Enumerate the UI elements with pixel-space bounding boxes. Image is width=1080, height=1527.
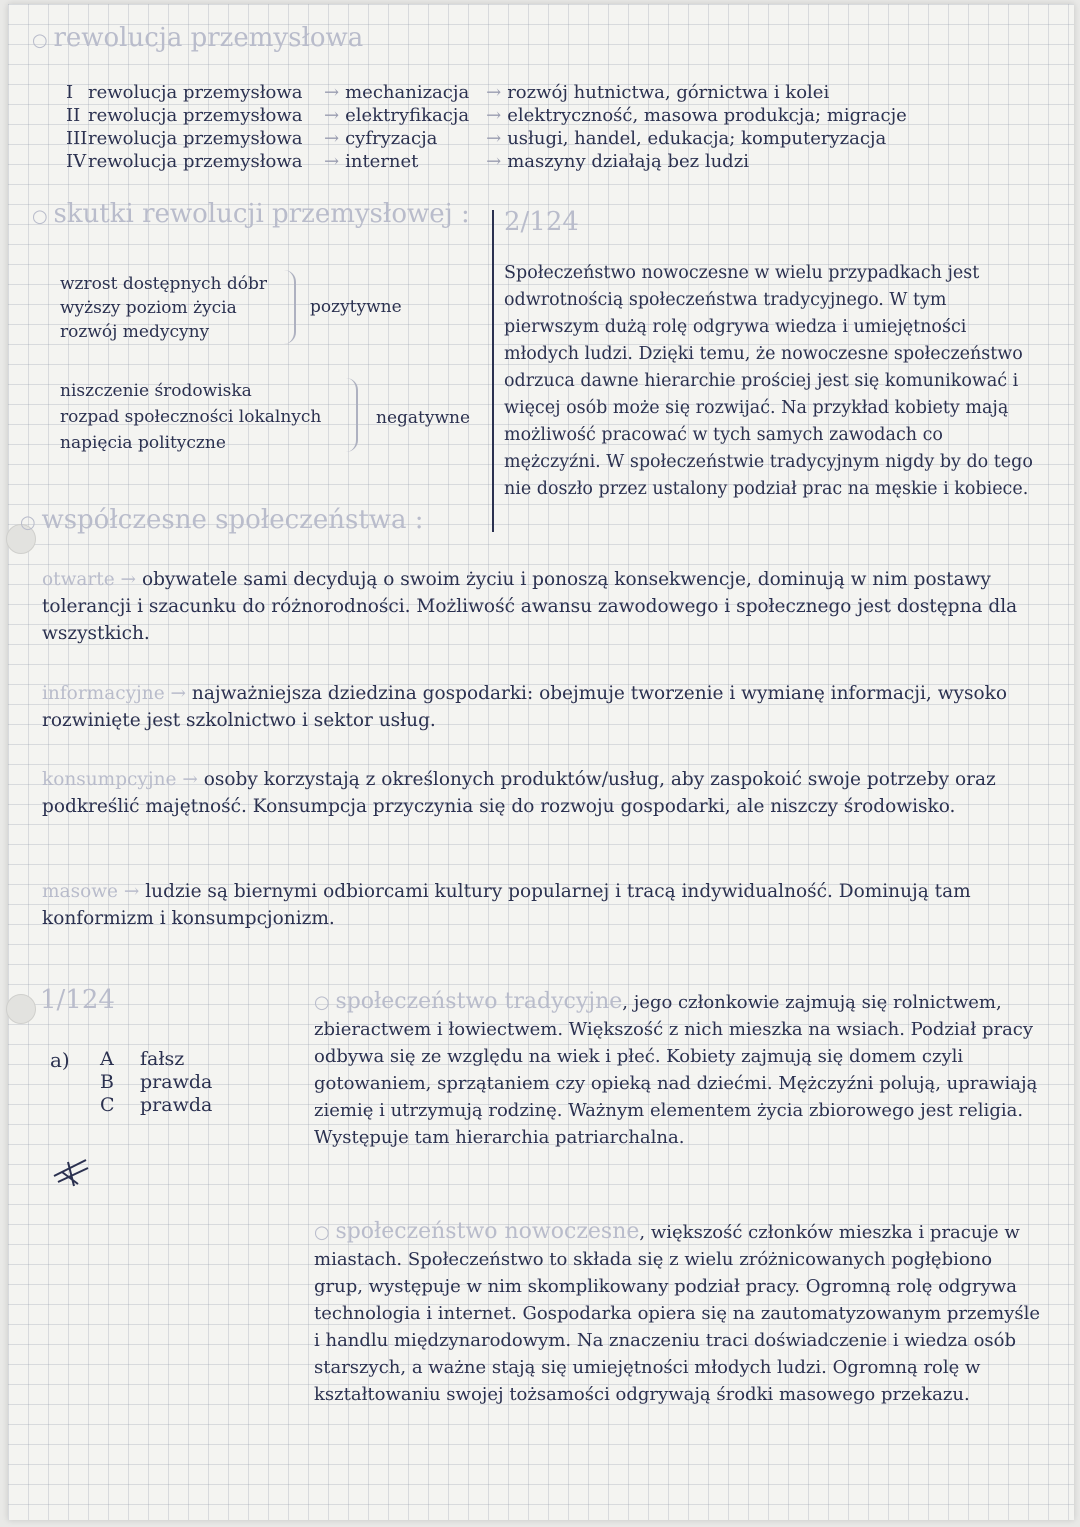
type-open: otwarte → obywatele sami decydują o swoim życiu i ponoszą konsekwencje, dominują w nim postawy tolerancji i szacunku do różnorodności. Możliwość awansu zawodowego i społecznego jest dostępna dla wszystkich. — [42, 569, 1018, 644]
exercise-1-part: a) — [50, 1048, 70, 1072]
type-mass: masowe → ludzie są biernymi odbiorcami kultury popularnej i tracą indywidualność. Dominują tam konformizm i konsumpcjonizm. — [42, 881, 971, 929]
divider-line — [492, 210, 494, 532]
heading-effects: ○ skutki rewolucji przemysłowej : — [32, 199, 470, 229]
exercise-2-text: Społeczeństwo nowoczesne w wielu przypadkach jest odwrotnością społeczeństwa tradycyjnego. W tym pierwszym dużą rolę odgrywa wiedza i umiejętności młodych ludzi. Dzięki temu, że nowoczesne społeczeństwo odrzuca dawne hierarchie prościej jest się komunikować i więcej osób może się rozwijać. Na przykład kobiety mają możliwość pracować w tych samych zawodach co mężczyźni. W społeczeństwie tradycyjnym nigdy by do tego nie doszło przez ustalony podział prac na męskie i kobiece. — [504, 263, 1033, 499]
positive-label: pozytywne — [310, 297, 402, 317]
type-information: informacyjne → najważniejsza dziedzina gospodarki: obejmuje tworzenie i wymianę informacji, wysoko rozwinięte jest szkolnictwo i sektor usług. — [42, 683, 1007, 731]
traditional-society: ○ społeczeństwo tradycyjne, jego członkowie zajmują się rolnictwem, zbieractwem i łowiectwem. Większość z nich mieszka na wsiach. Podział pracy odbywa się ze względu na wiek i płeć. Kobiety zajmują się domem czyli gotowaniem, sprzątaniem czy opieką nad dziećmi. Mężczyźni polują, uprawiają ziemię i utrzymują rodzinę. Ważnym elementem życia zbiorowego jest religia. Występuje tam hierarchia patriarchalna. — [314, 989, 1038, 1148]
exercise-1-number: 1/124 — [40, 985, 115, 1015]
notebook-page — [8, 4, 1074, 1520]
exercise-2-number: 2/124 — [504, 207, 579, 237]
positive-list: wzrost dostępnych dóbr wyższy poziom życia rozwój medycyny — [60, 274, 267, 342]
negative-brace — [346, 378, 358, 452]
positive-brace — [284, 270, 296, 344]
scribble-mark — [48, 1154, 96, 1190]
revolution-row: II rewolucja przemysłowa → elektryfikacja → elektryczność, masowa produkcja; migracje — [66, 105, 907, 126]
revolution-row: I rewolucja przemysłowa → mechanizacja → rozwój hutnictwa, górnictwa i kolei — [66, 82, 830, 103]
revolution-row: IIIrewolucja przemysłowa → cyfryzacja → usługi, handel, edukacja; komputeryzacja — [66, 128, 887, 149]
exercise-1-answers: A fałsz B prawda C prawda — [100, 1048, 213, 1116]
heading-modern: ○ współczesne społeczeństwa : — [20, 505, 424, 535]
punch-hole — [6, 994, 36, 1024]
revolution-row: IV rewolucja przemysłowa → internet → maszyny działają bez ludzi — [66, 151, 749, 172]
negative-list: niszczenie środowiska rozpad społeczności lokalnych napięcia polityczne — [60, 381, 322, 453]
modern-society: ○ społeczeństwo nowoczesne, większość członków mieszka i pracuje w miastach. Społeczeństwo to składa się z wielu zróżnicowanych pogłębiono grup, występuje w nim skomplikowany podział pracy. Ogromną rolę odgrywa technologia i internet. Gospodarka opiera się na zautomatyzowanym przemyśle i handlu międzynarodowym. Na znaczeniu traci doświadczenie i wiedza osób starszych, a ważne stają się umiejętności młodych ludzi. Ogromną rolę w kształtowaniu swojej tożsamości odgrywają środki masowego przekazu. — [314, 1219, 1041, 1405]
type-consumer: konsumpcyjne → osoby korzystają z określonych produktów/usług, aby zaspokoić swoje potrzeby oraz podkreślić majętność. Konsumpcja przyczynia się do rozwoju gospodarki, ale niszczy środowisko. — [42, 769, 996, 817]
negative-label: negatywne — [376, 408, 471, 428]
heading-revolution: ○ rewolucja przemysłowa — [32, 23, 364, 53]
